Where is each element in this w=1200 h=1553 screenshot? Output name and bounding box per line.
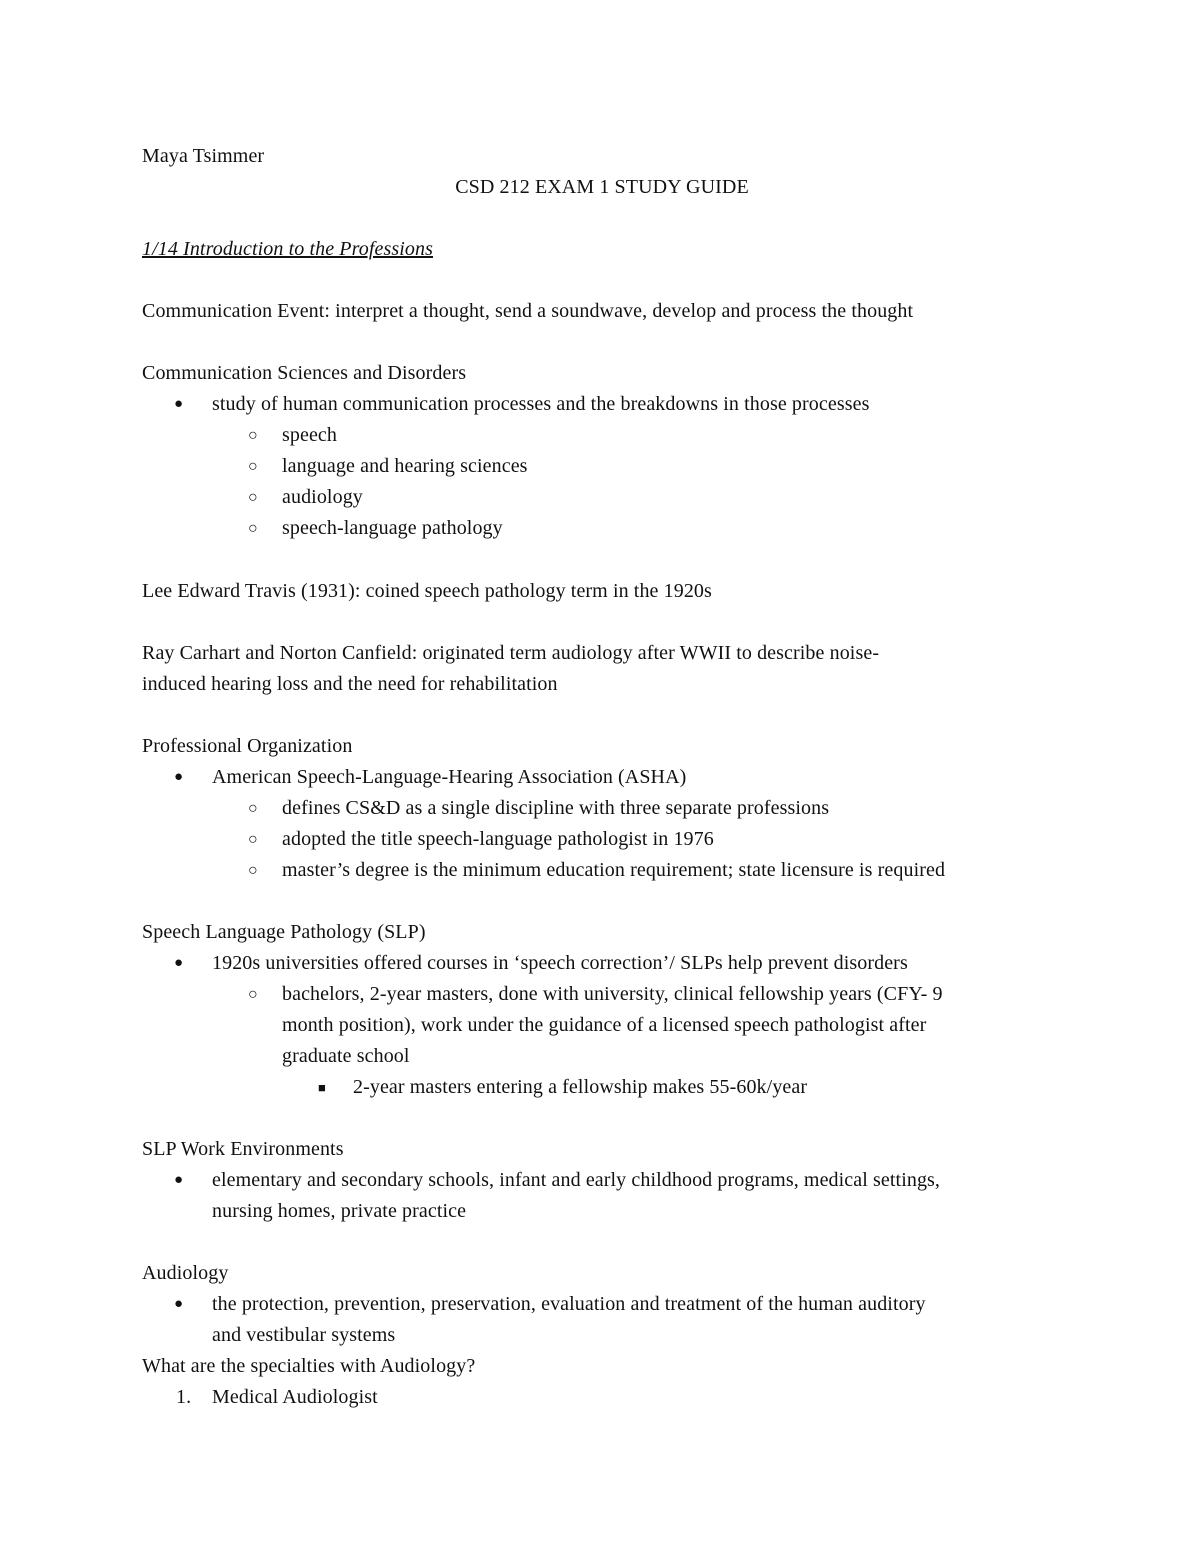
section-heading-line	[142, 234, 1070, 265]
list-item	[142, 1289, 1070, 1320]
list-item-text: language and hearing sciences	[282, 455, 528, 477]
csd-section	[142, 358, 1070, 544]
document-title: CSD 212 EXAM 1 STUDY GUIDE	[455, 176, 749, 198]
list-item	[142, 482, 1070, 513]
circle-bullet-icon: ○	[248, 520, 258, 537]
bullet-icon: ●	[174, 1296, 184, 1312]
carhart-text-line-2: induced hearing loss and the need for rehabilitation	[142, 673, 558, 695]
list-item	[142, 948, 1070, 979]
list-item-text: Medical Audiologist	[212, 1386, 378, 1408]
list-item-text: defines CS&D as a single discipline with three separate professions	[282, 797, 830, 819]
travis-text: Lee Edward Travis (1931): coined speech pathology term in the 1920s	[142, 580, 712, 602]
list-number: 1.	[176, 1386, 192, 1408]
travis-paragraph	[142, 576, 1070, 607]
list-item	[142, 1072, 1070, 1103]
list-item-text: audiology	[282, 486, 363, 508]
circle-bullet-icon: ○	[248, 831, 258, 848]
author-line	[142, 141, 1070, 172]
title-line	[142, 172, 1070, 203]
list-item-text: 1920s universities offered courses in ‘speech correction’/ SLPs help prevent disorders	[212, 952, 908, 974]
carhart-text-line-1: Ray Carhart and Norton Canfield: originated term audiology after WWII to describe noise-	[142, 642, 880, 664]
list-item-continuation: month position), work under the guidance of a licensed speech pathologist after	[282, 1014, 927, 1036]
list-item	[142, 513, 1070, 544]
list-item-continuation: and vestibular systems	[212, 1324, 396, 1346]
list-item	[142, 389, 1070, 420]
list-item	[142, 793, 1070, 824]
list-item-text: speech	[282, 424, 338, 446]
circle-bullet-icon: ○	[248, 800, 258, 817]
author-name: Maya Tsimmer	[142, 145, 265, 167]
list-item	[142, 979, 1070, 1010]
org-section	[142, 731, 1070, 886]
bullet-icon: ●	[174, 1172, 184, 1188]
slp-heading: Speech Language Pathology (SLP)	[142, 921, 426, 943]
slp-section	[142, 917, 1070, 1103]
list-item	[142, 420, 1070, 451]
list-item-text: master’s degree is the minimum education requirement; state licensure is required	[282, 859, 946, 881]
csd-heading: Communication Sciences and Disorders	[142, 362, 467, 384]
section-heading: 1/14 Introduction to the Professions	[142, 238, 433, 260]
audiology-section	[142, 1258, 1070, 1413]
list-item-continuation: nursing homes, private practice	[212, 1200, 467, 1222]
communication-event-paragraph	[142, 296, 1070, 327]
bullet-icon: ●	[174, 769, 184, 785]
list-item-text: speech-language pathology	[282, 517, 503, 539]
bullet-icon: ●	[174, 955, 184, 971]
list-item-text: American Speech-Language-Hearing Association (ASHA)	[212, 766, 687, 788]
numbered-list-item	[142, 1382, 1070, 1413]
circle-bullet-icon: ○	[248, 427, 258, 444]
square-bullet-icon: ■	[318, 1080, 326, 1095]
list-item-text: 2-year masters entering a fellowship makes 55-60k/year	[353, 1076, 808, 1098]
list-item-text-line-1: bachelors, 2-year masters, done with university, clinical fellowship years (CFY- 9	[282, 983, 943, 1005]
list-item-continuation: graduate school	[282, 1045, 410, 1067]
list-item	[142, 451, 1070, 482]
list-item-text: study of human communication processes and the breakdowns in those processes	[212, 393, 870, 415]
list-item-text-line-1: elementary and secondary schools, infant and early childhood programs, medical settings,	[212, 1169, 941, 1191]
list-item-text: adopted the title speech-language pathologist in 1976	[282, 828, 714, 850]
communication-event-text: Communication Event: interpret a thought, send a soundwave, develop and process the thought	[142, 300, 914, 322]
list-item	[142, 855, 1070, 886]
circle-bullet-icon: ○	[248, 458, 258, 475]
bullet-icon: ●	[174, 396, 184, 412]
org-heading: Professional Organization	[142, 735, 353, 757]
list-item	[142, 1165, 1070, 1196]
carhart-paragraph	[142, 638, 1070, 700]
audiology-question: What are the specialties with Audiology?	[142, 1355, 476, 1377]
env-section	[142, 1134, 1070, 1227]
circle-bullet-icon: ○	[248, 862, 258, 879]
list-item	[142, 762, 1070, 793]
list-item-text-line-1: the protection, prevention, preservation, evaluation and treatment of the human auditory	[212, 1293, 926, 1315]
audiology-heading: Audiology	[142, 1262, 229, 1284]
env-heading: SLP Work Environments	[142, 1138, 344, 1160]
circle-bullet-icon: ○	[248, 489, 258, 506]
circle-bullet-icon: ○	[248, 986, 258, 1003]
list-item	[142, 824, 1070, 855]
